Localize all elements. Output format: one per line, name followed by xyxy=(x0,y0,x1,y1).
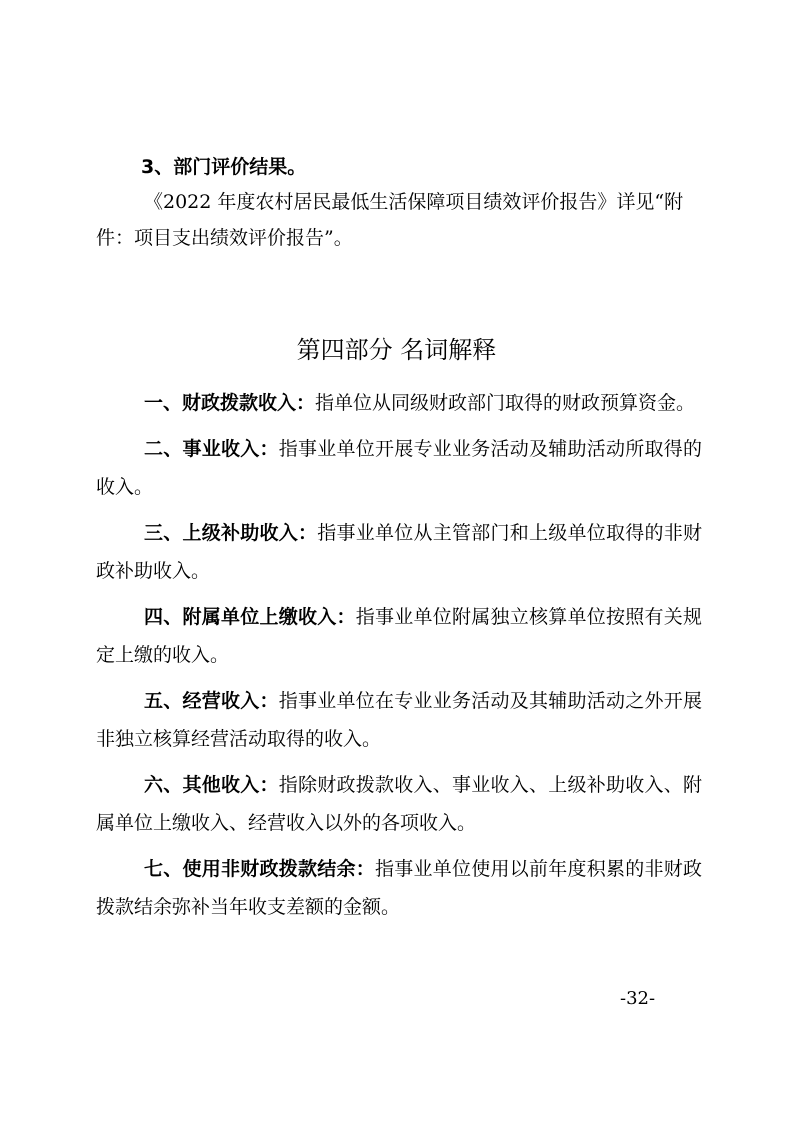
term-definition: 指单位从同级财政部门取得的财政预算资金。 xyxy=(315,392,696,414)
term-label: 一、财政拨款收入： xyxy=(144,392,316,414)
part-title: 第四部分 名词解释 xyxy=(296,336,497,364)
term-label: 二、事业收入： xyxy=(144,438,279,460)
term-label: 三、上级补助收入： xyxy=(144,522,318,544)
term-definition: 指事业单位在专业业务活动及其辅助活动之外开展非独立核算经营活动取得的收入。 xyxy=(96,690,702,750)
glossary-item xyxy=(96,850,702,926)
glossary-item xyxy=(96,682,702,758)
term-definition: 指除财政拨款收入、事业收入、上级补助收入、附属单位上缴收入、经营收入以外的各项收入。 xyxy=(96,774,702,834)
term-definition: 指事业单位从主管部门和上级单位取得的非财政补助收入。 xyxy=(96,522,702,582)
glossary-item xyxy=(96,766,702,842)
evaluation-report-reference: 《2022 年度农村居民最低生活保障项目绩效评价报告》详见“附件：项目支出绩效评价报告”。 xyxy=(96,191,684,249)
term-definition: 指事业单位附属独立核算单位按照有关规定上缴的收入。 xyxy=(96,606,702,666)
term-label: 四、附属单位上缴收入： xyxy=(144,606,356,628)
glossary-list xyxy=(96,384,702,934)
page-number: -32- xyxy=(620,988,656,1009)
term-label: 五、经营收入： xyxy=(144,690,279,712)
glossary-item xyxy=(96,598,702,674)
glossary-item xyxy=(96,384,702,422)
section-heading: 3、部门评价结果。 xyxy=(141,156,307,178)
term-label: 六、其他收入： xyxy=(144,774,279,796)
term-definition: 指事业单位开展专业业务活动及辅助活动所取得的收入。 xyxy=(96,438,702,498)
term-label: 七、使用非财政拨款结余： xyxy=(144,858,375,880)
term-definition: 指事业单位使用以前年度积累的非财政拨款结余弥补当年收支差额的金额。 xyxy=(96,858,702,918)
glossary-item xyxy=(96,514,702,590)
glossary-item xyxy=(96,430,702,506)
